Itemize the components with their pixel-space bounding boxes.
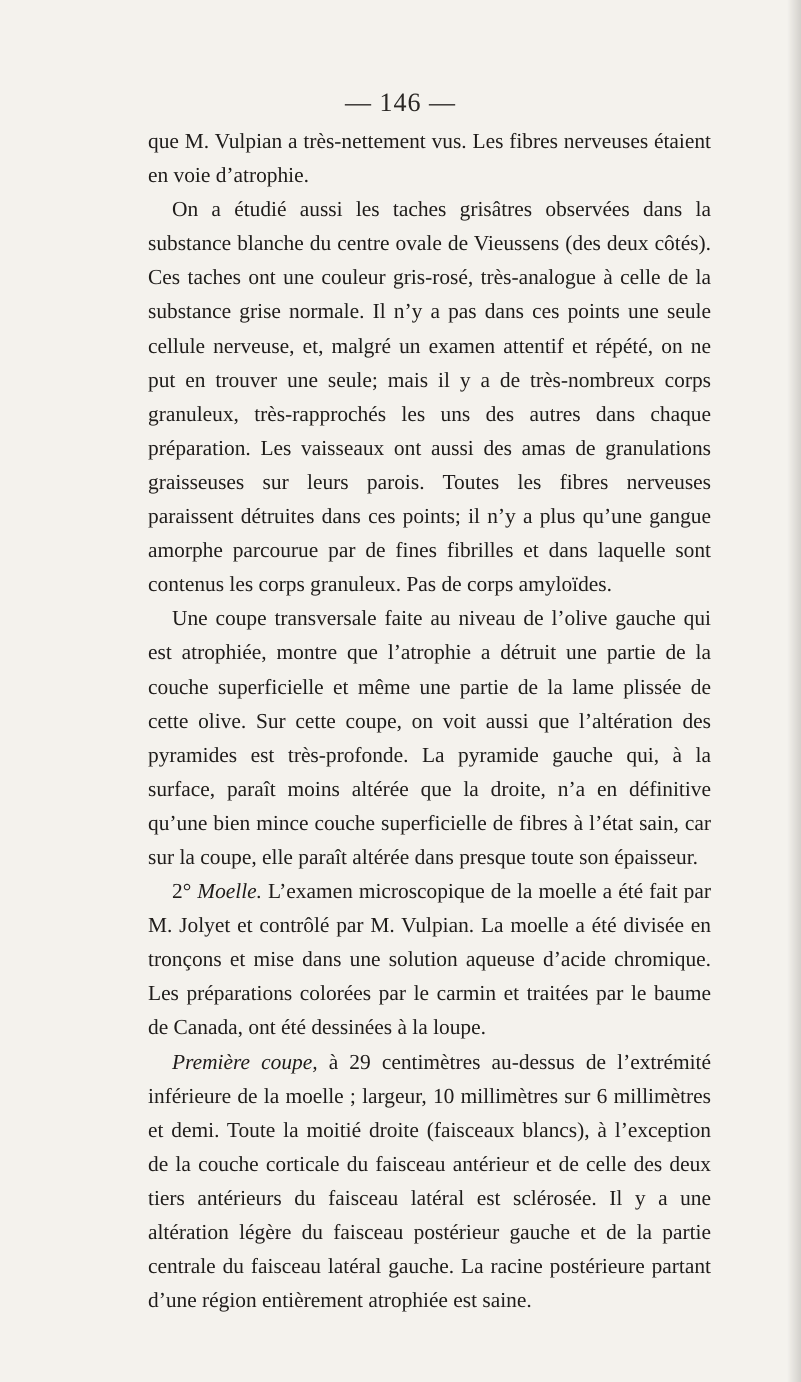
paragraph-5 [148, 1045, 711, 1318]
paragraph-4-text: L’examen microscopique de la moelle a été fait par M. Jolyet et contrôlé par M. Vulpian. La moelle a été divisée en tronçons et mise dans une solution aqueuse d’acide chromique. Les préparations colorées par le carmin et traitées par le baume de Canada, ont été dessinées à la loupe. [148, 879, 711, 1040]
paragraph-2-text: On a étudié aussi les taches grisâtres observées dans la substance blanche du centre ovale de Vieussens (des deux côtés). Ces taches ont une couleur gris-rosé, très-analogue à celle de la substance grise normale. Il n’y a pas dans ces points une seule cellule nerveuse, et, malgré un examen attentif et répété, on ne put en trouver une seule; mais il y a de très-nombreux corps granuleux, très-rapprochés les uns des autres dans chaque préparation. Les vaisseaux ont aussi des amas de granulations graisseuses sur leurs parois. Toutes les fibres nerveuses paraissent détruites dans ces points; il n’y a plus qu’une gangue amorphe parcourue par de fines fibrilles et dans laquelle sont contenus les corps granuleux. Pas de corps amyloïdes. [148, 197, 711, 597]
paragraph-1-text: que M. Vulpian a très-nettement vus. Les fibres nerveuses étaient en voie d’atrophie. [148, 129, 711, 188]
paragraph-2 [148, 192, 711, 601]
paragraph-4-heading: Moelle. [197, 879, 263, 904]
page-number: — 146 — [345, 88, 456, 117]
paragraph-5-heading: Première coupe, [172, 1049, 318, 1074]
paragraph-3 [148, 601, 711, 874]
paragraph-4-lead: 2° [172, 879, 198, 904]
paragraph-1 [148, 124, 711, 192]
paragraph-3-text: Une coupe transversale faite au niveau de l’olive gauche qui est atrophiée, montre que l’atrophie a détruit une partie de la couche superficielle et même une partie de la lame plissée de cette olive. Sur cette coupe, on voit aussi que l’altération des pyramides est très-profonde. La pyramide gauche qui, à la surface, paraît moins altérée que la droite, n’a en définitive qu’une bien mince couche superficielle de fibres à l’état sain, car sur la coupe, elle paraît altérée dans presque toute son épaisseur. [148, 606, 711, 869]
paragraph-5-text: à 29 centimètres au-dessus de l’extrémité inférieure de la moelle ; largeur, 10 millimètres sur 6 millimètres et demi. Toute la moitié droite (faisceaux blancs), à l’exception de la couche corticale du faisceau antérieur et de celle des deux tiers antérieurs du faisceau latéral est sclérosée. Il y a une altération légère du faisceau postérieur gauche et de la partie centrale du faisceau latéral gauche. La racine postérieure partant d’une région entièrement atrophiée est saine. [148, 1049, 711, 1313]
paragraph-4 [148, 874, 711, 1044]
page-edge-shadow [787, 0, 801, 1382]
body-text [148, 124, 711, 1317]
